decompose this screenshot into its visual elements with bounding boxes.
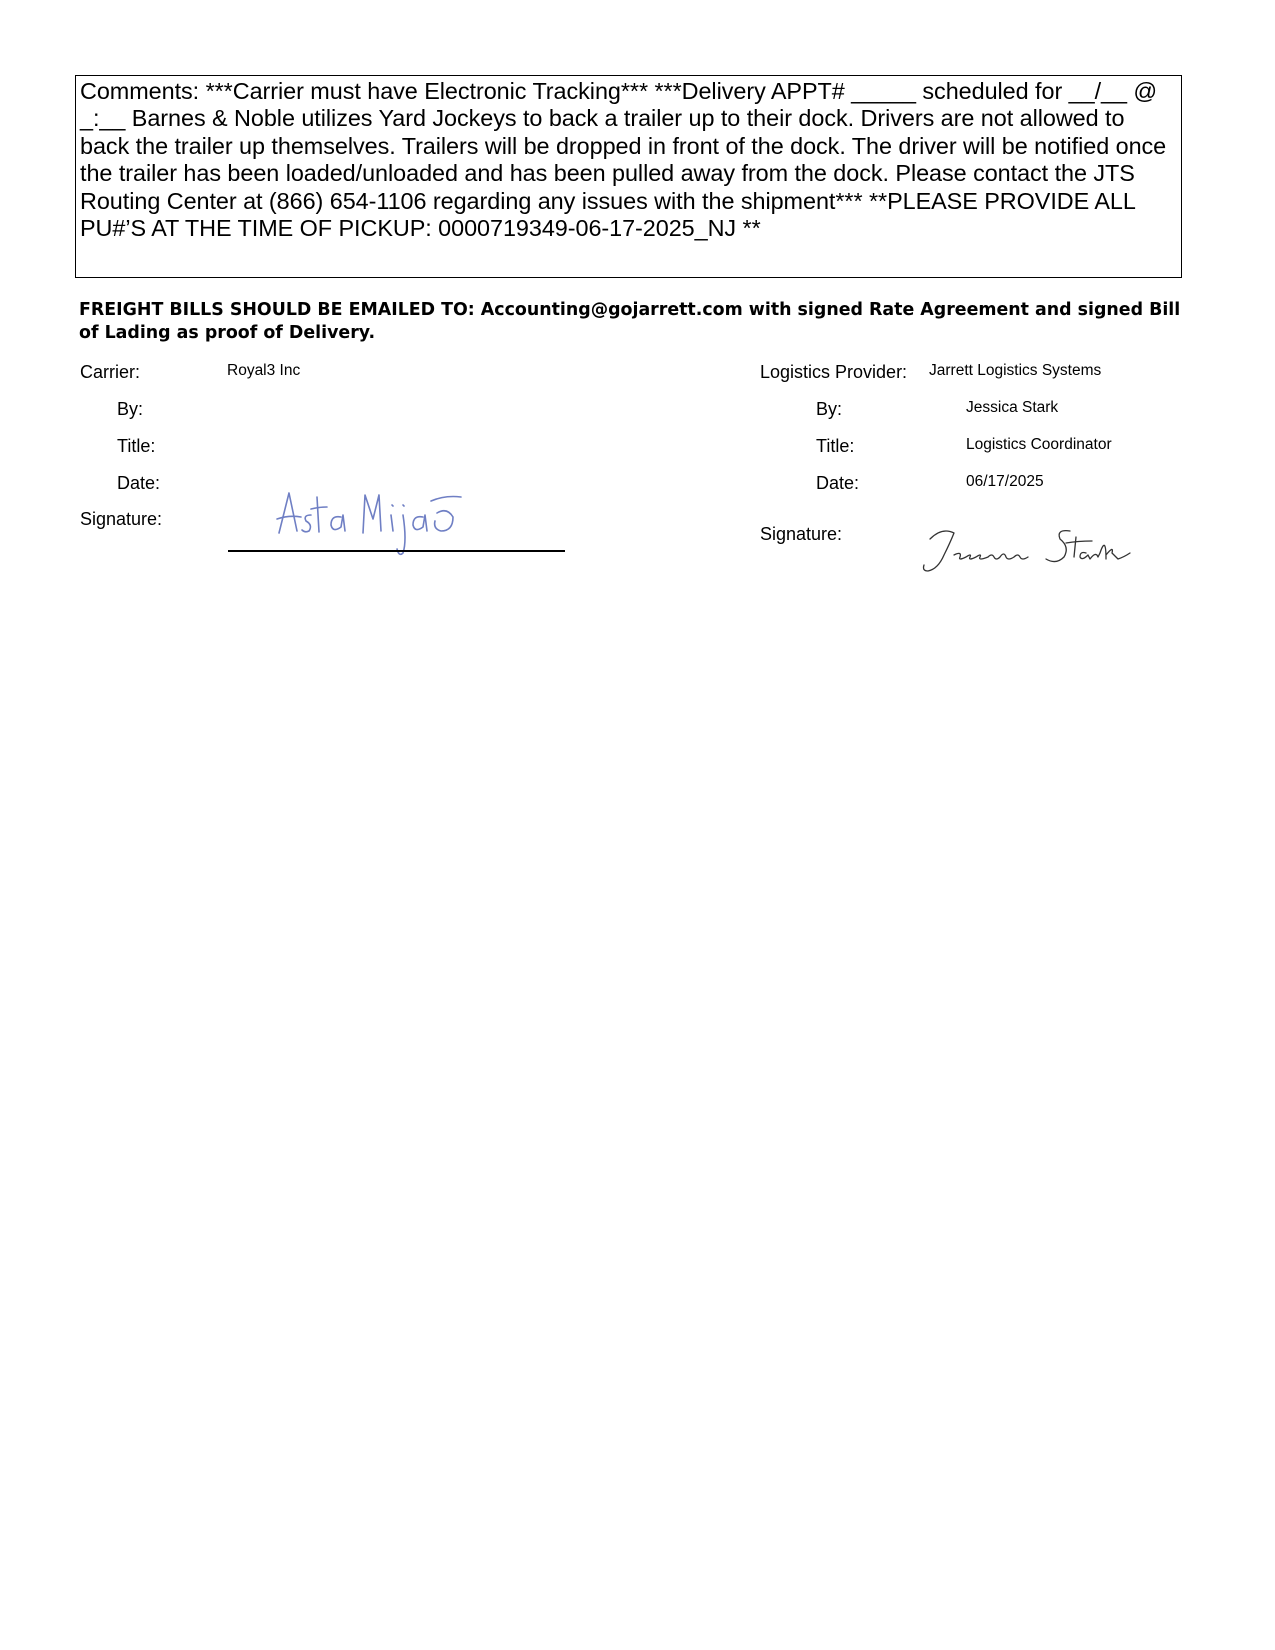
provider-date-label: Date: [816, 473, 860, 493]
carrier-signature-label: Signature: [80, 509, 163, 529]
carrier-title-label: Title: [117, 436, 156, 456]
provider-signature-label: Signature: [760, 524, 843, 544]
provider-name: Jarrett Logistics Systems [929, 362, 1102, 379]
provider-signature [920, 525, 1135, 580]
comments-text: Comments: ***Carrier must have Electronic Tracking*** ***Delivery APPT# _____ scheduled for __/__ @ _:__ Barnes & Noble utilizes Yard Jockeys to back a trailer up to their dock. Drivers are not allowed to back the trailer up themselves. Trailers will be dropped in front of the dock. The driver will be notified once the trailer has been loaded/unloaded and has been pulled away from the dock. Please contact the JTS Routing Center at (866) 654-1106 regarding any issues with the shipment*** **PLEASE PROVIDE ALL PU#’S AT THE TIME OF PICKUP: 0000719349-06-17-2025_NJ ** [80, 78, 1167, 242]
carrier-name: Royal3 Inc [227, 362, 301, 379]
provider-by-name: Jessica Stark [966, 399, 1059, 416]
provider-title-label: Title: [816, 436, 855, 456]
provider-title-value: Logistics Coordinator [966, 436, 1112, 453]
provider-date-value: 06/17/2025 [966, 473, 1044, 490]
carrier-signature [275, 485, 475, 565]
provider-label: Logistics Provider: [760, 362, 908, 382]
carrier-date-label: Date: [117, 473, 161, 493]
carrier-label: Carrier: [80, 362, 141, 382]
provider-by-label: By: [816, 399, 843, 419]
comments-box [75, 75, 1182, 278]
freight-billing-instructions: FREIGHT BILLS SHOULD BE EMAILED TO: Accounting@gojarrett.com with signed Rate Agreement and signed Bill of Lading as proof of Delivery. [79, 300, 1181, 343]
carrier-by-label: By: [117, 399, 144, 419]
carrier-signature-line [228, 550, 565, 552]
